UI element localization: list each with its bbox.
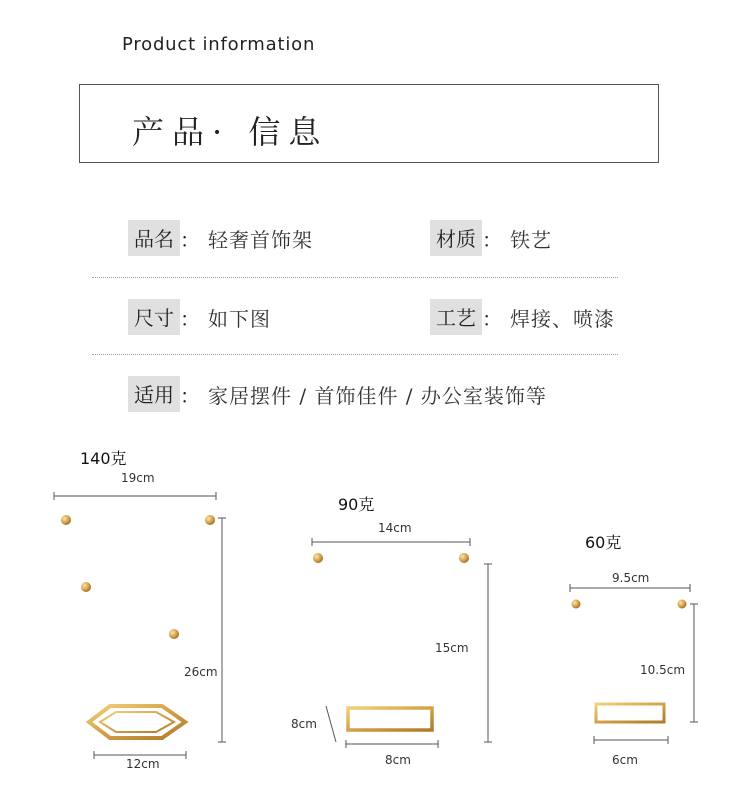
dimension-line (326, 706, 336, 742)
product-information-heading: Product information (122, 34, 316, 55)
title-box (79, 84, 659, 163)
colon: ： (180, 306, 200, 331)
ball-end (61, 515, 71, 525)
weight-label-large: 140克 (80, 449, 127, 468)
product-small (570, 533, 698, 767)
spec-size-label: 尺寸 (128, 299, 180, 335)
colon: ： (180, 227, 200, 252)
product-diagram (0, 430, 742, 800)
spec-size-value: 如下图 (208, 306, 271, 331)
octagon-base (89, 706, 185, 738)
base-depth-medium: 8cm (291, 717, 317, 731)
spec-craft-value: 焊接、喷漆 (510, 306, 615, 331)
colon: ： (482, 306, 502, 331)
spec-usage (128, 377, 547, 411)
colon: ： (180, 383, 200, 408)
spec-size (128, 300, 271, 334)
base-width-medium: 8cm (385, 753, 411, 767)
spec-craft-label: 工艺 (430, 299, 482, 335)
dotted-divider (92, 277, 618, 278)
ball-end (205, 515, 215, 525)
dotted-divider (92, 354, 618, 355)
spec-usage-value: 家居摆件 / 首饰佳件 / 办公室装饰等 (208, 383, 547, 408)
spec-material-label: 材质 (430, 220, 482, 256)
top-width-large: 19cm (121, 471, 155, 485)
spec-craft (430, 300, 615, 334)
base-width-small: 6cm (612, 753, 638, 767)
product-medium (291, 495, 492, 767)
height-small: 10.5cm (640, 663, 686, 677)
spec-name-label: 品名 (128, 220, 180, 256)
height-medium: 15cm (435, 641, 469, 655)
weight-label-medium: 90克 (338, 495, 375, 514)
height-large: 26cm (184, 665, 218, 679)
top-width-small: 9.5cm (612, 571, 650, 585)
base-width-large: 12cm (126, 757, 160, 771)
spec-name (128, 221, 313, 255)
spec-material (430, 221, 552, 255)
spec-usage-label: 适用 (128, 376, 180, 412)
top-width-medium: 14cm (378, 521, 412, 535)
product-large (54, 449, 226, 771)
spec-material-value: 铁艺 (510, 227, 552, 252)
spec-name-value: 轻奢首饰架 (208, 227, 313, 252)
weight-label-small: 60克 (585, 533, 622, 552)
colon: ： (482, 227, 502, 252)
product-info-title-cn: 产品· 信息 (132, 113, 329, 151)
